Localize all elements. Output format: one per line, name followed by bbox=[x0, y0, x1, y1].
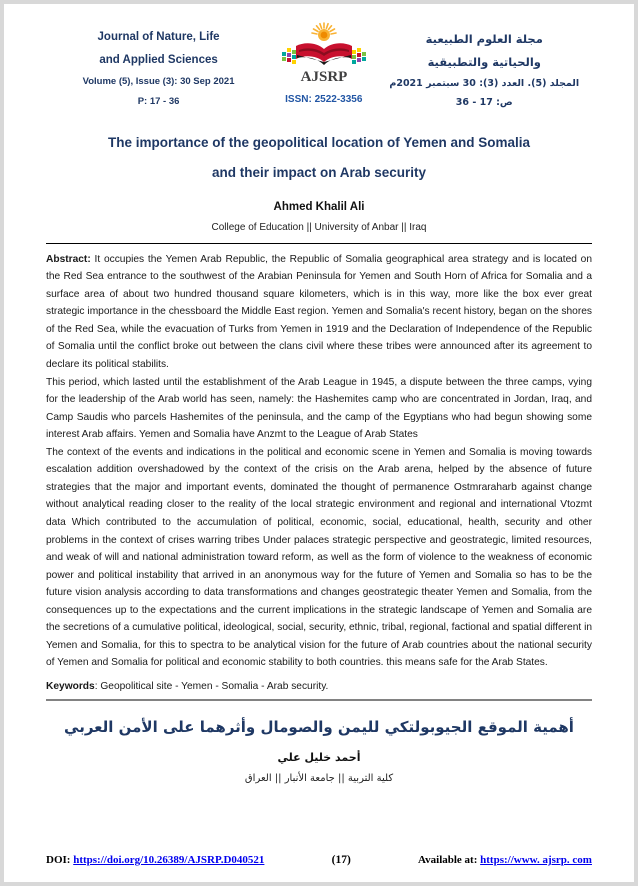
journal-header bbox=[46, 22, 592, 108]
paper-title-line1: The importance of the geopolitical location of Yemen and Somalia bbox=[107, 135, 531, 150]
available-label: Available at: bbox=[418, 854, 478, 866]
journal-name-ar-2: والحياتية والتطبيقية bbox=[427, 55, 541, 69]
author-affiliation-arabic: كلية التربية || جامعة الأنبار || العراق bbox=[244, 773, 394, 785]
page-footer bbox=[46, 854, 592, 866]
abstract-paragraph-3: The context of the events and indications in the political and economic scene in Yemen and Somalia is moving towards escalation addition overshadowed by the context of the crisis on the Arab arena, helped by the absence of future strategies that the major and important events, dominated the thought of permanence Ostmraraharb against change without analytical reading closer to the reality of the local strategic environment and regional and international Vtozmt data Which contributed to the accumulation of political, economic, social, educational, health, security and other problems in the context of crises warring tribes Under palaces strategic perspective and geostrategic, limited resources, and weak of will and national administration toward reform, as well as the form of violence to the weakness of economic power and political instability that arrived in an anonymous way for the future of Yemen and Somalia so has to be the future vision analysis according to data transformations and changes geostrategic theater Yemen and Somalia, from the consequences up to the expectations and the current implications in the strategic landscape of Yemen and Somalia are the secretions of a cumulative political, ideological, social, security, ethnic, tribal, regional, factional and spatial different in Yemen and Somalia, for this to spectra to be analytical vision for the future of Arab countries about the national security of Yemen and Somalia for political and economic stability to both countries. this means safe for the Arab States. bbox=[46, 446, 592, 669]
keywords-line bbox=[46, 681, 592, 692]
keywords-label: Keywords bbox=[46, 680, 95, 692]
ajsrp-logo-icon bbox=[276, 22, 372, 88]
author-name: Ahmed Khalil Ali bbox=[273, 200, 365, 213]
keywords-text: : Geopolitical site - Yemen - Somalia - Arab security. bbox=[94, 680, 329, 692]
available-group bbox=[418, 854, 592, 866]
paper-title bbox=[46, 128, 592, 189]
journal-info-english bbox=[46, 22, 271, 107]
doi-label: DOI: bbox=[46, 854, 71, 866]
abstract-section bbox=[46, 251, 592, 672]
abstract-text-1: It occupies the Yemen Arab Republic, the Republic of Somalia geographical area strategy and is located on the Red Sea entrance to the southwest of the Arabian Peninsula for Yemen and South Horn of Africa for Somalia and a surface area of about two hundred thousand square kilometers, which is in this way, more like the box ever great strategic importance in the chessboard the Middle East region. Yemen and Somalia's recent history, began on the shores of the Red Sea, while the evacuation of Turks from Yemen in 1919 and the Declaration of Independence of the Republic of Somalia until the conflict broke out between the clans civil where these tribes were announced after its agreement to declare its political stabilits. bbox=[46, 253, 592, 371]
paper-title-arabic: أهمية الموقع الجيوبولتكي لليمن والصومال وأثرهما على الأمن العربي bbox=[64, 717, 574, 736]
journal-name-en: Journal of Nature, Life bbox=[97, 31, 220, 43]
pages-ar: ص: 17 - 36 bbox=[455, 97, 513, 108]
journal-name-en-2: and Applied Sciences bbox=[99, 53, 218, 66]
doi-link[interactable]: https://doi.org/10.26389/AJSRP.D040521 bbox=[73, 854, 265, 866]
issn-number: ISSN: 2522-3356 bbox=[285, 94, 363, 105]
divider-keywords-bottom bbox=[46, 699, 592, 701]
journal-name-ar: مجلة العلوم الطبيعية bbox=[425, 32, 543, 46]
abstract-paragraph-1 bbox=[46, 251, 592, 374]
author-affiliation: College of Education || University of Anbar || Iraq bbox=[211, 221, 427, 233]
divider-abstract-top bbox=[46, 243, 592, 244]
volume-issue-ar: المجلد (5). العدد (3): 30 سبتمبر 2021م bbox=[389, 78, 580, 89]
journal-info-arabic bbox=[376, 22, 592, 108]
available-link[interactable]: https://www. ajsrp. com bbox=[480, 854, 592, 866]
svg-text:AJSRP: AJSRP bbox=[300, 69, 348, 85]
paper-title-line2: and their impact on Arab security bbox=[211, 165, 427, 181]
logo-pixels-left bbox=[282, 48, 296, 64]
abstract-label: Abstract: bbox=[46, 253, 91, 265]
pages-en: P: 17 - 36 bbox=[137, 95, 180, 107]
author-name-arabic: أحمد خليل علي bbox=[277, 751, 361, 765]
journal-logo-block bbox=[271, 22, 376, 105]
doi-group bbox=[46, 854, 264, 866]
page-number: (17) bbox=[331, 854, 351, 866]
volume-issue-en: Volume (5), Issue (3): 30 Sep 2021 bbox=[82, 75, 235, 87]
abstract-paragraph-2: This period, which lasted until the establishment of the Arab League in 1945, a dispute between the three camps, vying for the leadership of the Arab world has seen, namely: the Hashemites camp who are concentrated in Jordan, Iraq, and Camp Saudis who parcels Hashemites of the peninsula, and the camp of the Egyptians who had begun showing some interest Arab affairs. Yemen and Somalia have Anzmt to the League of Arab States bbox=[46, 376, 592, 441]
logo-pixels-right bbox=[352, 48, 366, 64]
